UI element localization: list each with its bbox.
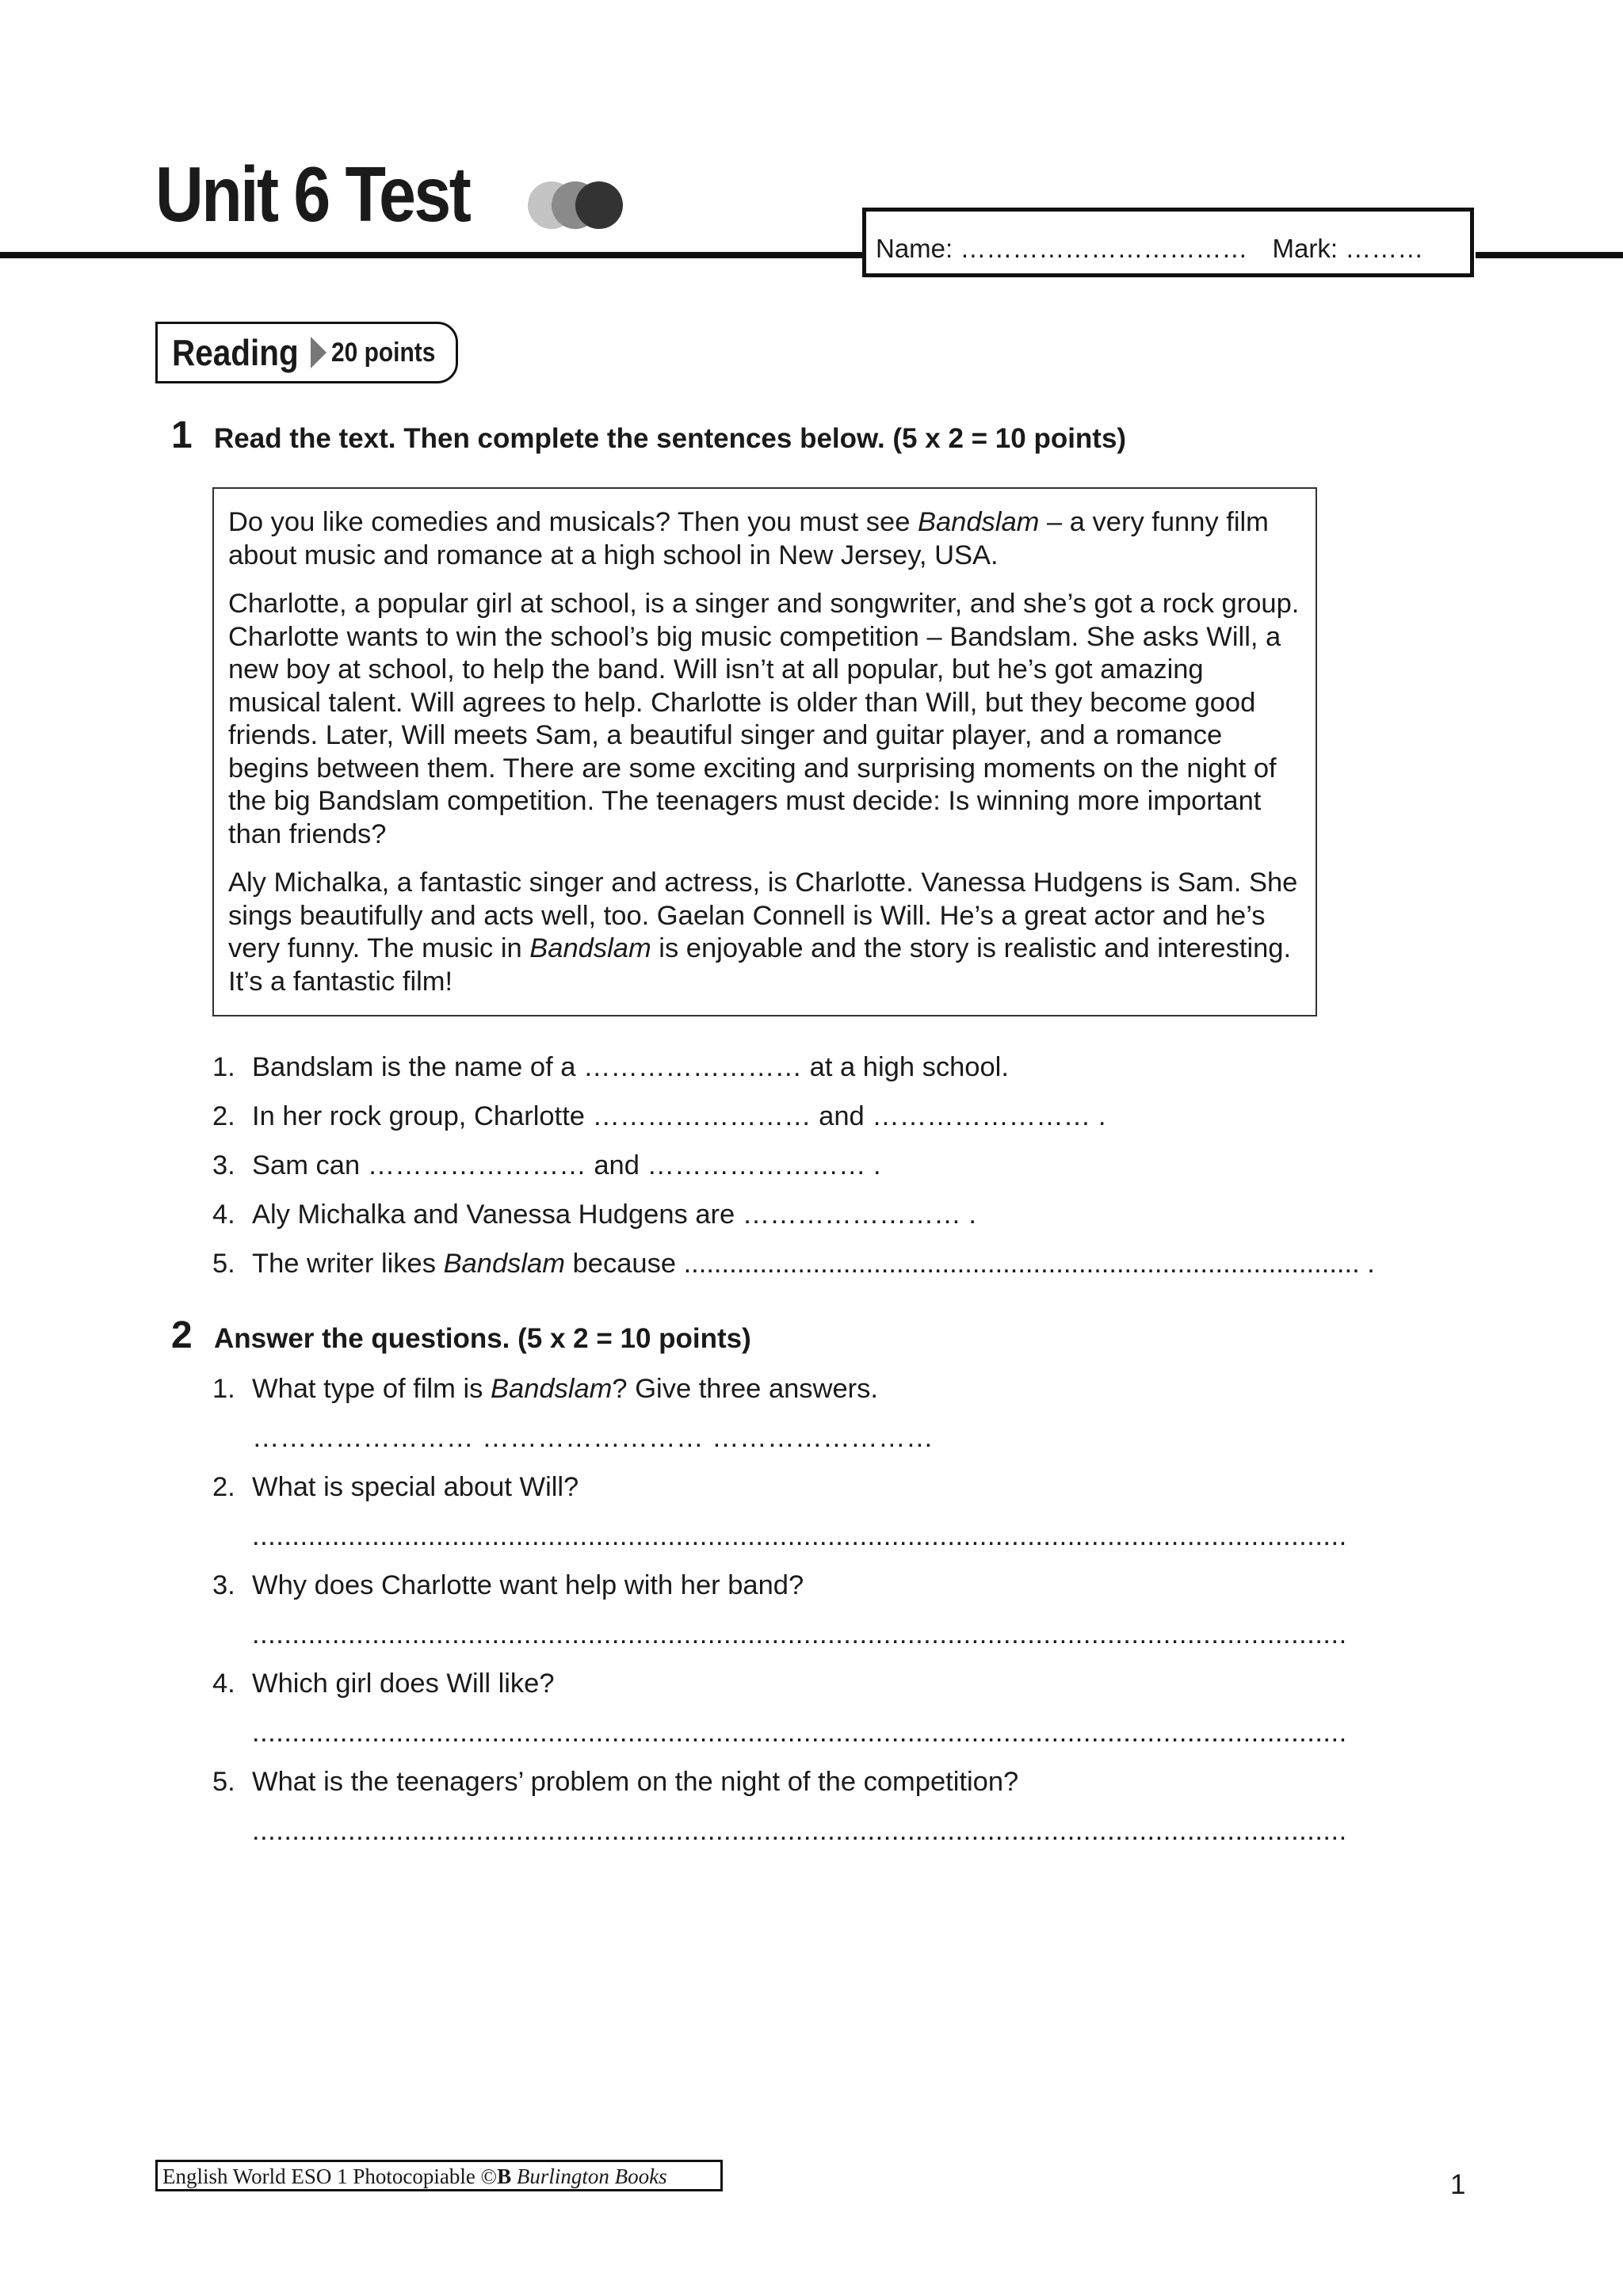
page-title: Unit 6 Test [155, 151, 470, 238]
exercise-2-number: 2 [171, 1314, 193, 1356]
unit-circles-icon [525, 177, 628, 233]
reading-paragraph-3: Aly Michalka, a fantastic singer and actress, is Charlotte. Vanessa Hudgens is Sam. She sings beautifully and acts well, too. Gaelan Connell is Will. He’s a great actor and he’s very funny. The music in Bandslam is enjoyable and the story is realistic and interesting. It’s a fantastic film! [228, 868, 1298, 997]
list-item: 4. Aly Michalka and Vanessa Hudgens are …………………… . [212, 1199, 976, 1230]
exercise-2-instruction: Answer the questions. (5 x 2 = 10 points) [214, 1323, 751, 1354]
dark-circle [575, 181, 623, 229]
answer-line-1[interactable]: …………………… …………………… …………………… [252, 1423, 934, 1453]
section-tab-reading [155, 322, 458, 383]
name-field[interactable]: Name: …………………………… [876, 234, 1248, 263]
list-item: 4. Which girl does Will like? [212, 1669, 555, 1699]
exercise-1-number: 1 [171, 414, 193, 456]
mark-field[interactable]: Mark: ……… [1272, 234, 1424, 263]
reading-text-box [212, 487, 1317, 1016]
list-item: 2. In her rock group, Charlotte …………………… and …………………… . [212, 1101, 1106, 1131]
header-rule-right [1476, 252, 1623, 258]
list-item: 3. Sam can …………………… and …………………… . [212, 1150, 881, 1180]
publisher-logo: B [497, 2164, 512, 2188]
reading-paragraph-1: Do you like comedies and musicals? Then you must see Bandslam – a very funny film about music and romance at a high school in New Jersey, USA. [228, 507, 1269, 570]
section-name: Reading [172, 332, 299, 373]
list-item: 1. Bandslam is the name of a …………………… at a high school. [212, 1052, 1009, 1082]
header-rule [0, 252, 864, 258]
answer-line-4[interactable]: ......................................................................................................................................... [252, 1718, 1347, 1748]
list-item: 5. The writer likes Bandslam because ......................................................................................... . [212, 1249, 1375, 1279]
answer-line-5[interactable]: ......................................................................................................................................... [252, 1816, 1347, 1846]
arrow-right-icon [311, 337, 327, 368]
exercise-1-instruction: Read the text. Then complete the sentences below. (5 x 2 = 10 points) [214, 423, 1127, 454]
list-item: 3. Why does Charlotte want help with her band? [212, 1570, 804, 1600]
reading-paragraph-2: Charlotte, a popular girl at school, is a singer and songwriter, and she’s got a rock group. Charlotte wants to win the school’s big music competition – Bandslam. She asks Will, a new boy at school, to help the band. Will isn’t at all popular, but he’s got amazing musical talent. Will agrees to help. Charlotte is older than Will, but they become good friends. Later, Will meets Sam, a beautiful singer and guitar player, and a romance begins between them. There are some exciting and surprising moments on the night of the big Bandslam competition. The teenagers must decide: Is winning more important than friends? [228, 589, 1300, 849]
section-points: 20 points [331, 337, 436, 368]
list-item: 1. What type of film is Bandslam? Give three answers. [212, 1374, 878, 1404]
list-item: 5. What is the teenagers’ problem on the night of the competition? [212, 1767, 1019, 1797]
answer-line-2[interactable]: ......................................................................................................................................... [252, 1521, 1347, 1551]
page-number: 1 [1450, 2169, 1466, 2200]
answer-line-3[interactable]: ......................................................................................................................................... [252, 1619, 1347, 1650]
footer-copyright: English World ESO 1 Photocopiable ©B Burlington Books [155, 2160, 723, 2191]
name-mark-box [862, 208, 1474, 277]
list-item: 2. What is special about Will? [212, 1472, 579, 1502]
